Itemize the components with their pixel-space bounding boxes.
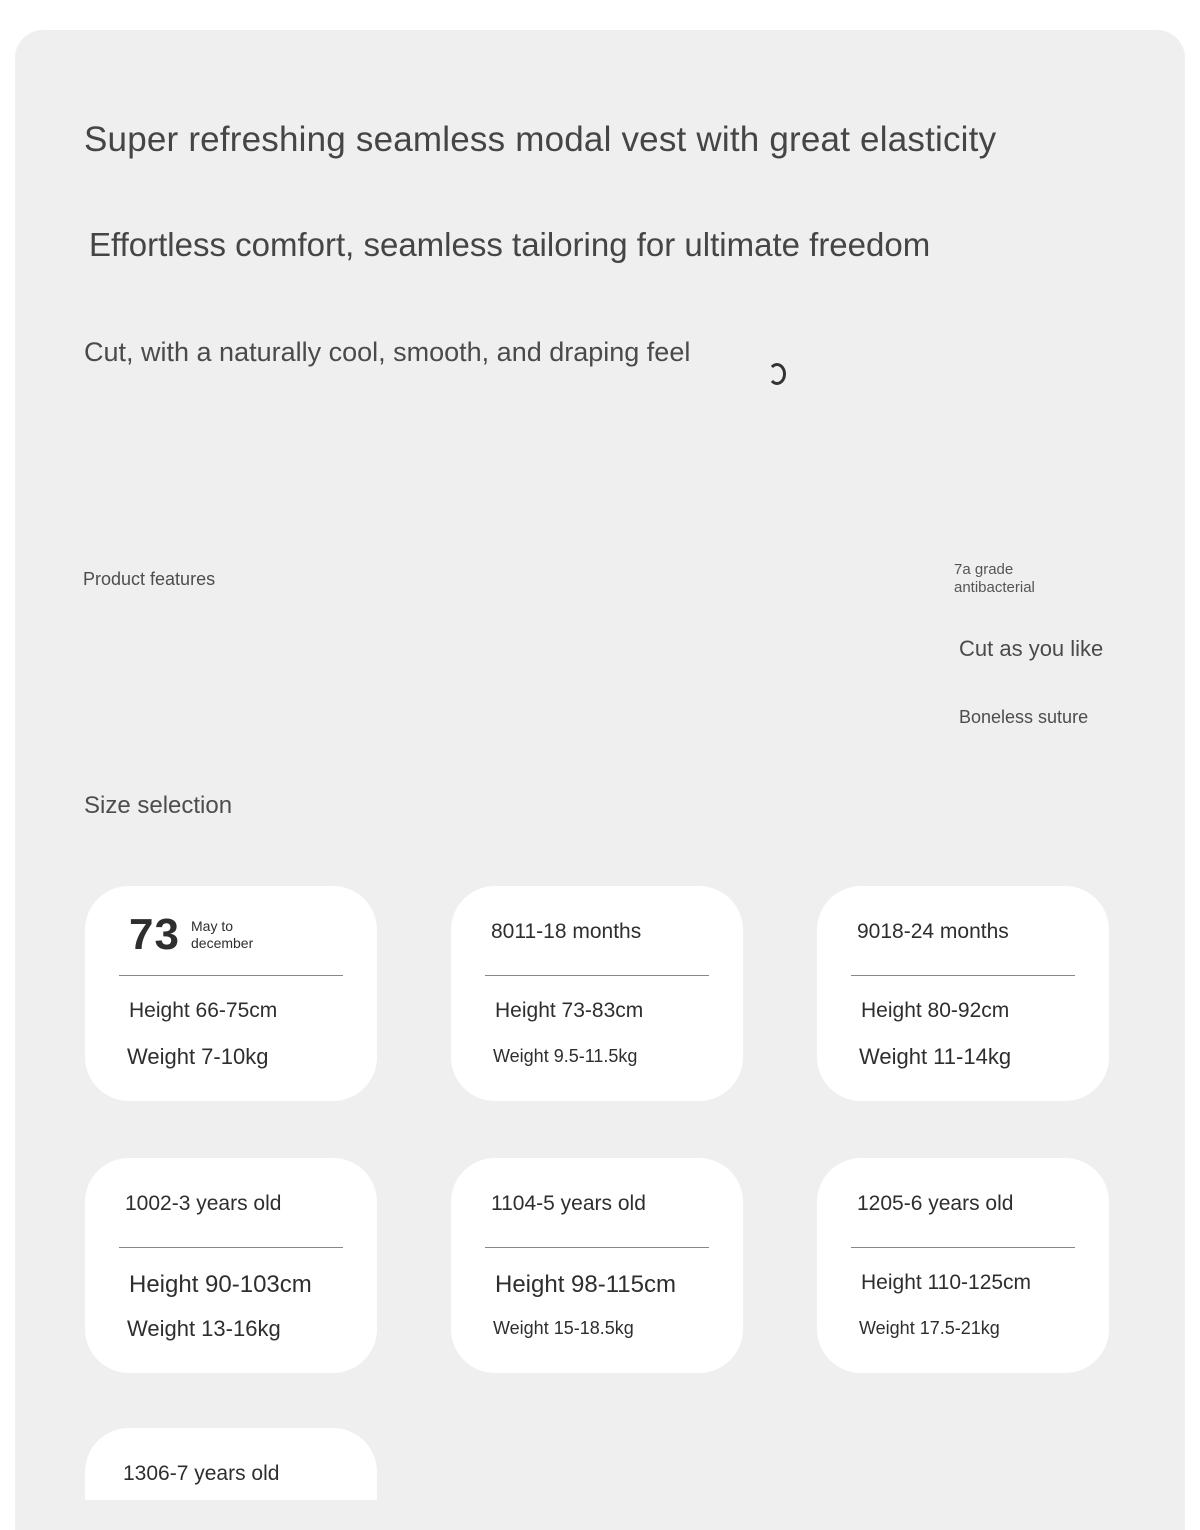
size-weight: Weight 11-14kg bbox=[859, 1044, 1012, 1069]
size-card[interactable] bbox=[817, 1158, 1109, 1373]
size-weight: Weight 15-18.5kg bbox=[493, 1318, 634, 1338]
size-weight: Weight 17.5-21kg bbox=[859, 1318, 1000, 1338]
size-age-range bbox=[191, 918, 253, 952]
size-card[interactable] bbox=[451, 886, 743, 1101]
feature-cut: Cut as you like bbox=[959, 636, 1104, 661]
card-divider bbox=[485, 1247, 709, 1248]
card-divider bbox=[119, 1247, 343, 1248]
size-card[interactable] bbox=[85, 1428, 377, 1500]
product-features-label: Product features bbox=[83, 569, 216, 589]
size-card[interactable] bbox=[85, 1158, 377, 1373]
headline-tertiary: Cut, with a naturally cool, smooth, and draping feel bbox=[84, 337, 691, 367]
size-height: Height 80-92cm bbox=[861, 999, 1010, 1022]
headline-main: Super refreshing seamless modal vest with great elasticity bbox=[84, 120, 997, 159]
size-height: Height 66-75cm bbox=[129, 999, 278, 1022]
feature-suture: Boneless suture bbox=[959, 707, 1089, 727]
size-card[interactable] bbox=[451, 1158, 743, 1373]
size-height: Height 110-125cm bbox=[861, 1271, 1032, 1294]
size-card[interactable] bbox=[85, 886, 377, 1101]
size-age-line-2: december bbox=[191, 935, 254, 951]
size-card[interactable] bbox=[817, 886, 1109, 1101]
size-title: 9018-24 months bbox=[857, 920, 1009, 943]
size-title: 1002-3 years old bbox=[125, 1192, 282, 1215]
size-title: 8011-18 months bbox=[491, 920, 642, 943]
card-divider bbox=[851, 1247, 1075, 1248]
size-title: 1205-6 years old bbox=[857, 1192, 1014, 1215]
size-height: Height 90-103cm bbox=[129, 1271, 312, 1298]
size-title: 1306-7 years old bbox=[123, 1462, 280, 1485]
size-height: Height 98-115cm bbox=[495, 1271, 676, 1298]
size-weight: Weight 9.5-11.5kg bbox=[493, 1046, 638, 1066]
size-weight: Weight 7-10kg bbox=[127, 1044, 269, 1069]
card-divider bbox=[485, 975, 709, 976]
card-divider bbox=[119, 975, 343, 976]
loading-spinner-icon bbox=[768, 363, 786, 385]
size-height: Height 73-83cm bbox=[495, 999, 644, 1022]
size-age-line-1: May to bbox=[191, 918, 234, 934]
card-divider bbox=[851, 975, 1075, 976]
feature-antibacterial: 7a grade antibacterial bbox=[954, 561, 1035, 596]
size-number: 73 bbox=[129, 910, 180, 959]
size-weight: Weight 13-16kg bbox=[127, 1316, 281, 1341]
headline-secondary: Effortless comfort, seamless tailoring for ultimate freedom bbox=[89, 226, 931, 263]
size-selection-label: Size selection bbox=[84, 792, 233, 819]
size-title: 1104-5 years old bbox=[491, 1192, 646, 1215]
